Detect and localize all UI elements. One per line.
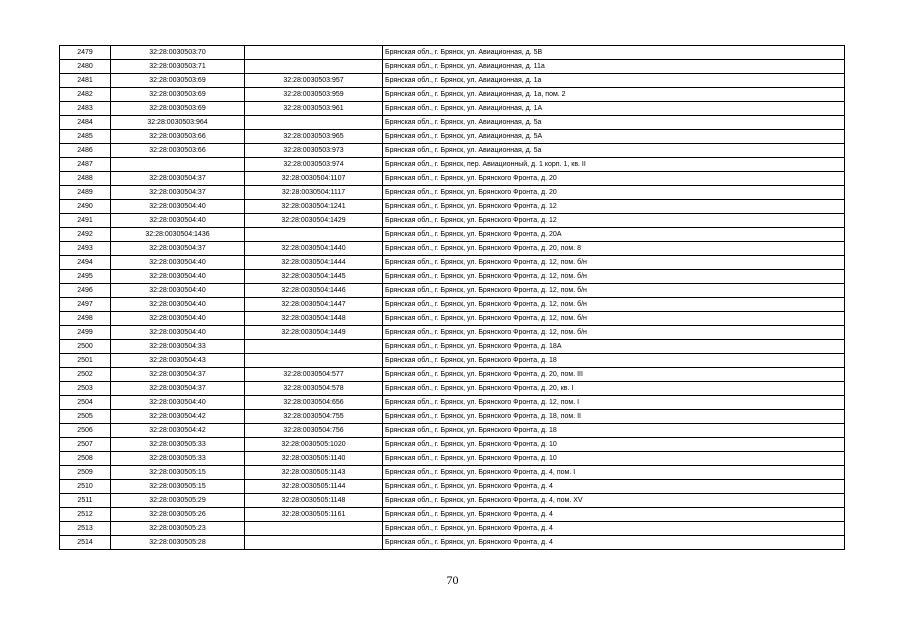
cadastral-number-cell: 32:28:0030504:37 xyxy=(111,186,245,200)
building-number-cell: 32:28:0030504:1448 xyxy=(245,312,383,326)
building-number-cell: 32:28:0030505:1148 xyxy=(245,494,383,508)
table-row xyxy=(60,508,845,522)
cadastral-number-cell: 32:28:0030505:33 xyxy=(111,438,245,452)
building-number-cell: 32:28:0030503:973 xyxy=(245,144,383,158)
cadastral-number-cell: 32:28:0030504:40 xyxy=(111,298,245,312)
address-cell: Брянская обл., г. Брянск, ул. Брянского Фронта, д. 20 xyxy=(383,172,845,186)
building-number-cell: 32:28:0030504:1449 xyxy=(245,326,383,340)
cadastral-number-cell: 32:28:0030504:37 xyxy=(111,368,245,382)
table-row xyxy=(60,382,845,396)
cadastral-number-cell: 32:28:0030504:42 xyxy=(111,410,245,424)
row-number-cell: 2487 xyxy=(60,158,111,172)
address-cell: Брянская обл., г. Брянск, ул. Брянского Фронта, д. 10 xyxy=(383,438,845,452)
building-number-cell xyxy=(245,522,383,536)
table-row xyxy=(60,158,845,172)
table-row xyxy=(60,298,845,312)
address-cell: Брянская обл., г. Брянск, ул. Авиационная, д. 11а xyxy=(383,60,845,74)
row-number-cell: 2511 xyxy=(60,494,111,508)
row-number-cell: 2483 xyxy=(60,102,111,116)
row-number-cell: 2490 xyxy=(60,200,111,214)
table-row xyxy=(60,536,845,550)
building-number-cell: 32:28:0030503:959 xyxy=(245,88,383,102)
table-row xyxy=(60,270,845,284)
building-number-cell: 32:28:0030504:1429 xyxy=(245,214,383,228)
table-row xyxy=(60,116,845,130)
building-number-cell: 32:28:0030504:1446 xyxy=(245,284,383,298)
registry-table-body xyxy=(60,46,845,550)
cadastral-number-cell: 32:28:0030503:69 xyxy=(111,88,245,102)
table-row xyxy=(60,410,845,424)
address-cell: Брянская обл., г. Брянск, ул. Авиационная, д. 5В xyxy=(383,46,845,60)
cadastral-number-cell: 32:28:0030505:33 xyxy=(111,452,245,466)
table-row xyxy=(60,354,845,368)
cadastral-number-cell: 32:28:0030504:40 xyxy=(111,326,245,340)
table-row xyxy=(60,424,845,438)
row-number-cell: 2499 xyxy=(60,326,111,340)
building-number-cell: 32:28:0030505:1143 xyxy=(245,466,383,480)
building-number-cell xyxy=(245,354,383,368)
row-number-cell: 2500 xyxy=(60,340,111,354)
row-number-cell: 2481 xyxy=(60,74,111,88)
row-number-cell: 2502 xyxy=(60,368,111,382)
building-number-cell: 32:28:0030504:578 xyxy=(245,382,383,396)
row-number-cell: 2497 xyxy=(60,298,111,312)
table-row xyxy=(60,522,845,536)
cadastral-number-cell: 32:28:0030503:69 xyxy=(111,102,245,116)
cadastral-number-cell xyxy=(111,158,245,172)
address-cell: Брянская обл., г. Брянск, ул. Брянского Фронта, д. 12, пом. б/н xyxy=(383,284,845,298)
row-number-cell: 2505 xyxy=(60,410,111,424)
building-number-cell: 32:28:0030504:1241 xyxy=(245,200,383,214)
address-cell: Брянская обл., г. Брянск, ул. Брянского Фронта, д. 4, пом. XV xyxy=(383,494,845,508)
address-cell: Брянская обл., г. Брянск, ул. Брянского Фронта, д. 12, пом. б/н xyxy=(383,256,845,270)
address-cell: Брянская обл., г. Брянск, ул. Авиационная, д. 5а xyxy=(383,116,845,130)
building-number-cell: 32:28:0030504:755 xyxy=(245,410,383,424)
address-cell: Брянская обл., г. Брянск, ул. Авиационная, д. 1А xyxy=(383,102,845,116)
cadastral-number-cell: 32:28:0030505:23 xyxy=(111,522,245,536)
cadastral-number-cell: 32:28:0030505:15 xyxy=(111,480,245,494)
address-cell: Брянская обл., г. Брянск, пер. Авиационный, д. 1 корп. 1, кв. II xyxy=(383,158,845,172)
cadastral-number-cell: 32:28:0030504:43 xyxy=(111,354,245,368)
cadastral-number-cell: 32:28:0030504:40 xyxy=(111,214,245,228)
building-number-cell xyxy=(245,228,383,242)
building-number-cell xyxy=(245,116,383,130)
address-cell: Брянская обл., г. Брянск, ул. Брянского Фронта, д. 20, пом. III xyxy=(383,368,845,382)
cadastral-number-cell: 32:28:0030503:71 xyxy=(111,60,245,74)
table-row xyxy=(60,466,845,480)
address-cell: Брянская обл., г. Брянск, ул. Брянского Фронта, д. 4 xyxy=(383,480,845,494)
address-cell: Брянская обл., г. Брянск, ул. Брянского Фронта, д. 12, пом. б/н xyxy=(383,326,845,340)
table-row xyxy=(60,214,845,228)
address-cell: Брянская обл., г. Брянск, ул. Брянского Фронта, д. 12, пом. I xyxy=(383,396,845,410)
row-number-cell: 2488 xyxy=(60,172,111,186)
cadastral-number-cell: 32:28:0030503:964 xyxy=(111,116,245,130)
table-row xyxy=(60,200,845,214)
row-number-cell: 2512 xyxy=(60,508,111,522)
row-number-cell: 2501 xyxy=(60,354,111,368)
address-cell: Брянская обл., г. Брянск, ул. Брянского Фронта, д. 4, пом. I xyxy=(383,466,845,480)
address-cell: Брянская обл., г. Брянск, ул. Брянского Фронта, д. 12, пом. б/н xyxy=(383,312,845,326)
address-cell: Брянская обл., г. Брянск, ул. Брянского Фронта, д. 18 xyxy=(383,424,845,438)
row-number-cell: 2508 xyxy=(60,452,111,466)
building-number-cell: 32:28:0030504:1117 xyxy=(245,186,383,200)
table-row xyxy=(60,144,845,158)
address-cell: Брянская обл., г. Брянск, ул. Брянского Фронта, д. 10 xyxy=(383,452,845,466)
address-cell: Брянская обл., г. Брянск, ул. Брянского Фронта, д. 12, пом. б/н xyxy=(383,270,845,284)
row-number-cell: 2503 xyxy=(60,382,111,396)
table-row xyxy=(60,494,845,508)
row-number-cell: 2480 xyxy=(60,60,111,74)
building-number-cell: 32:28:0030503:961 xyxy=(245,102,383,116)
building-number-cell: 32:28:0030505:1020 xyxy=(245,438,383,452)
cadastral-number-cell: 32:28:0030504:37 xyxy=(111,382,245,396)
building-number-cell xyxy=(245,46,383,60)
table-row xyxy=(60,438,845,452)
row-number-cell: 2510 xyxy=(60,480,111,494)
building-number-cell: 32:28:0030504:656 xyxy=(245,396,383,410)
table-row xyxy=(60,396,845,410)
table-row xyxy=(60,242,845,256)
table-row xyxy=(60,284,845,298)
building-number-cell: 32:28:0030504:1440 xyxy=(245,242,383,256)
row-number-cell: 2496 xyxy=(60,284,111,298)
building-number-cell: 32:28:0030503:974 xyxy=(245,158,383,172)
building-number-cell: 32:28:0030504:577 xyxy=(245,368,383,382)
table-row xyxy=(60,102,845,116)
row-number-cell: 2509 xyxy=(60,466,111,480)
row-number-cell: 2494 xyxy=(60,256,111,270)
address-cell: Брянская обл., г. Брянск, ул. Брянского Фронта, д. 18, пом. II xyxy=(383,410,845,424)
address-cell: Брянская обл., г. Брянск, ул. Брянского Фронта, д. 12, пом. б/н xyxy=(383,298,845,312)
cadastral-number-cell: 32:28:0030505:29 xyxy=(111,494,245,508)
cadastral-number-cell: 32:28:0030504:1436 xyxy=(111,228,245,242)
table-row xyxy=(60,130,845,144)
row-number-cell: 2486 xyxy=(60,144,111,158)
row-number-cell: 2514 xyxy=(60,536,111,550)
row-number-cell: 2493 xyxy=(60,242,111,256)
building-number-cell: 32:28:0030503:965 xyxy=(245,130,383,144)
cadastral-number-cell: 32:28:0030504:33 xyxy=(111,340,245,354)
row-number-cell: 2504 xyxy=(60,396,111,410)
address-cell: Брянская обл., г. Брянск, ул. Авиационная, д. 5а xyxy=(383,144,845,158)
page-number: 70 xyxy=(446,573,459,587)
building-number-cell: 32:28:0030504:756 xyxy=(245,424,383,438)
cadastral-number-cell: 32:28:0030504:40 xyxy=(111,256,245,270)
table-row xyxy=(60,452,845,466)
cadastral-number-cell: 32:28:0030503:69 xyxy=(111,74,245,88)
cadastral-number-cell: 32:28:0030504:37 xyxy=(111,172,245,186)
building-number-cell xyxy=(245,536,383,550)
address-cell: Брянская обл., г. Брянск, ул. Брянского Фронта, д. 20, пом. 8 xyxy=(383,242,845,256)
cadastral-number-cell: 32:28:0030503:66 xyxy=(111,130,245,144)
row-number-cell: 2479 xyxy=(60,46,111,60)
table-row xyxy=(60,228,845,242)
registry-table xyxy=(59,45,845,550)
building-number-cell: 32:28:0030505:1161 xyxy=(245,508,383,522)
table-row xyxy=(60,480,845,494)
table-row xyxy=(60,60,845,74)
cadastral-number-cell: 32:28:0030503:70 xyxy=(111,46,245,60)
cadastral-number-cell: 32:28:0030504:40 xyxy=(111,396,245,410)
table-row xyxy=(60,46,845,60)
table-row xyxy=(60,340,845,354)
building-number-cell: 32:28:0030503:957 xyxy=(245,74,383,88)
building-number-cell: 32:28:0030504:1107 xyxy=(245,172,383,186)
row-number-cell: 2507 xyxy=(60,438,111,452)
address-cell: Брянская обл., г. Брянск, ул. Брянского Фронта, д. 12 xyxy=(383,214,845,228)
cadastral-number-cell: 32:28:0030504:37 xyxy=(111,242,245,256)
address-cell: Брянская обл., г. Брянск, ул. Брянского Фронта, д. 12 xyxy=(383,200,845,214)
address-cell: Брянская обл., г. Брянск, ул. Брянского Фронта, д. 4 xyxy=(383,508,845,522)
address-cell: Брянская обл., г. Брянск, ул. Авиационная, д. 5А xyxy=(383,130,845,144)
address-cell: Брянская обл., г. Брянск, ул. Брянского Фронта, д. 20А xyxy=(383,228,845,242)
building-number-cell xyxy=(245,340,383,354)
address-cell: Брянская обл., г. Брянск, ул. Брянского Фронта, д. 4 xyxy=(383,522,845,536)
address-cell: Брянская обл., г. Брянск, ул. Брянского Фронта, д. 20 xyxy=(383,186,845,200)
cadastral-number-cell: 32:28:0030504:40 xyxy=(111,200,245,214)
row-number-cell: 2492 xyxy=(60,228,111,242)
row-number-cell: 2484 xyxy=(60,116,111,130)
row-number-cell: 2489 xyxy=(60,186,111,200)
table-row xyxy=(60,88,845,102)
building-number-cell: 32:28:0030504:1447 xyxy=(245,298,383,312)
row-number-cell: 2506 xyxy=(60,424,111,438)
cadastral-number-cell: 32:28:0030504:42 xyxy=(111,424,245,438)
table-row xyxy=(60,186,845,200)
table-row xyxy=(60,74,845,88)
building-number-cell: 32:28:0030504:1444 xyxy=(245,256,383,270)
address-cell: Брянская обл., г. Брянск, ул. Авиационная, д. 1а, пом. 2 xyxy=(383,88,845,102)
row-number-cell: 2491 xyxy=(60,214,111,228)
table-row xyxy=(60,256,845,270)
address-cell: Брянская обл., г. Брянск, ул. Брянского Фронта, д. 18 xyxy=(383,354,845,368)
row-number-cell: 2482 xyxy=(60,88,111,102)
cadastral-number-cell: 32:28:0030504:40 xyxy=(111,270,245,284)
row-number-cell: 2485 xyxy=(60,130,111,144)
building-number-cell: 32:28:0030505:1144 xyxy=(245,480,383,494)
row-number-cell: 2495 xyxy=(60,270,111,284)
row-number-cell: 2513 xyxy=(60,522,111,536)
table-row xyxy=(60,326,845,340)
address-cell: Брянская обл., г. Брянск, ул. Брянского Фронта, д. 4 xyxy=(383,536,845,550)
building-number-cell: 32:28:0030505:1140 xyxy=(245,452,383,466)
cadastral-number-cell: 32:28:0030505:15 xyxy=(111,466,245,480)
building-number-cell: 32:28:0030504:1445 xyxy=(245,270,383,284)
table-row xyxy=(60,172,845,186)
cadastral-number-cell: 32:28:0030505:26 xyxy=(111,508,245,522)
table-row xyxy=(60,312,845,326)
row-number-cell: 2498 xyxy=(60,312,111,326)
address-cell: Брянская обл., г. Брянск, ул. Брянского Фронта, д. 18А xyxy=(383,340,845,354)
cadastral-number-cell: 32:28:0030504:40 xyxy=(111,284,245,298)
cadastral-number-cell: 32:28:0030504:40 xyxy=(111,312,245,326)
table-row xyxy=(60,368,845,382)
address-cell: Брянская обл., г. Брянск, ул. Брянского Фронта, д. 20, кв. I xyxy=(383,382,845,396)
address-cell: Брянская обл., г. Брянск, ул. Авиационная, д. 1а xyxy=(383,74,845,88)
cadastral-number-cell: 32:28:0030505:28 xyxy=(111,536,245,550)
cadastral-number-cell: 32:28:0030503:66 xyxy=(111,144,245,158)
building-number-cell xyxy=(245,60,383,74)
